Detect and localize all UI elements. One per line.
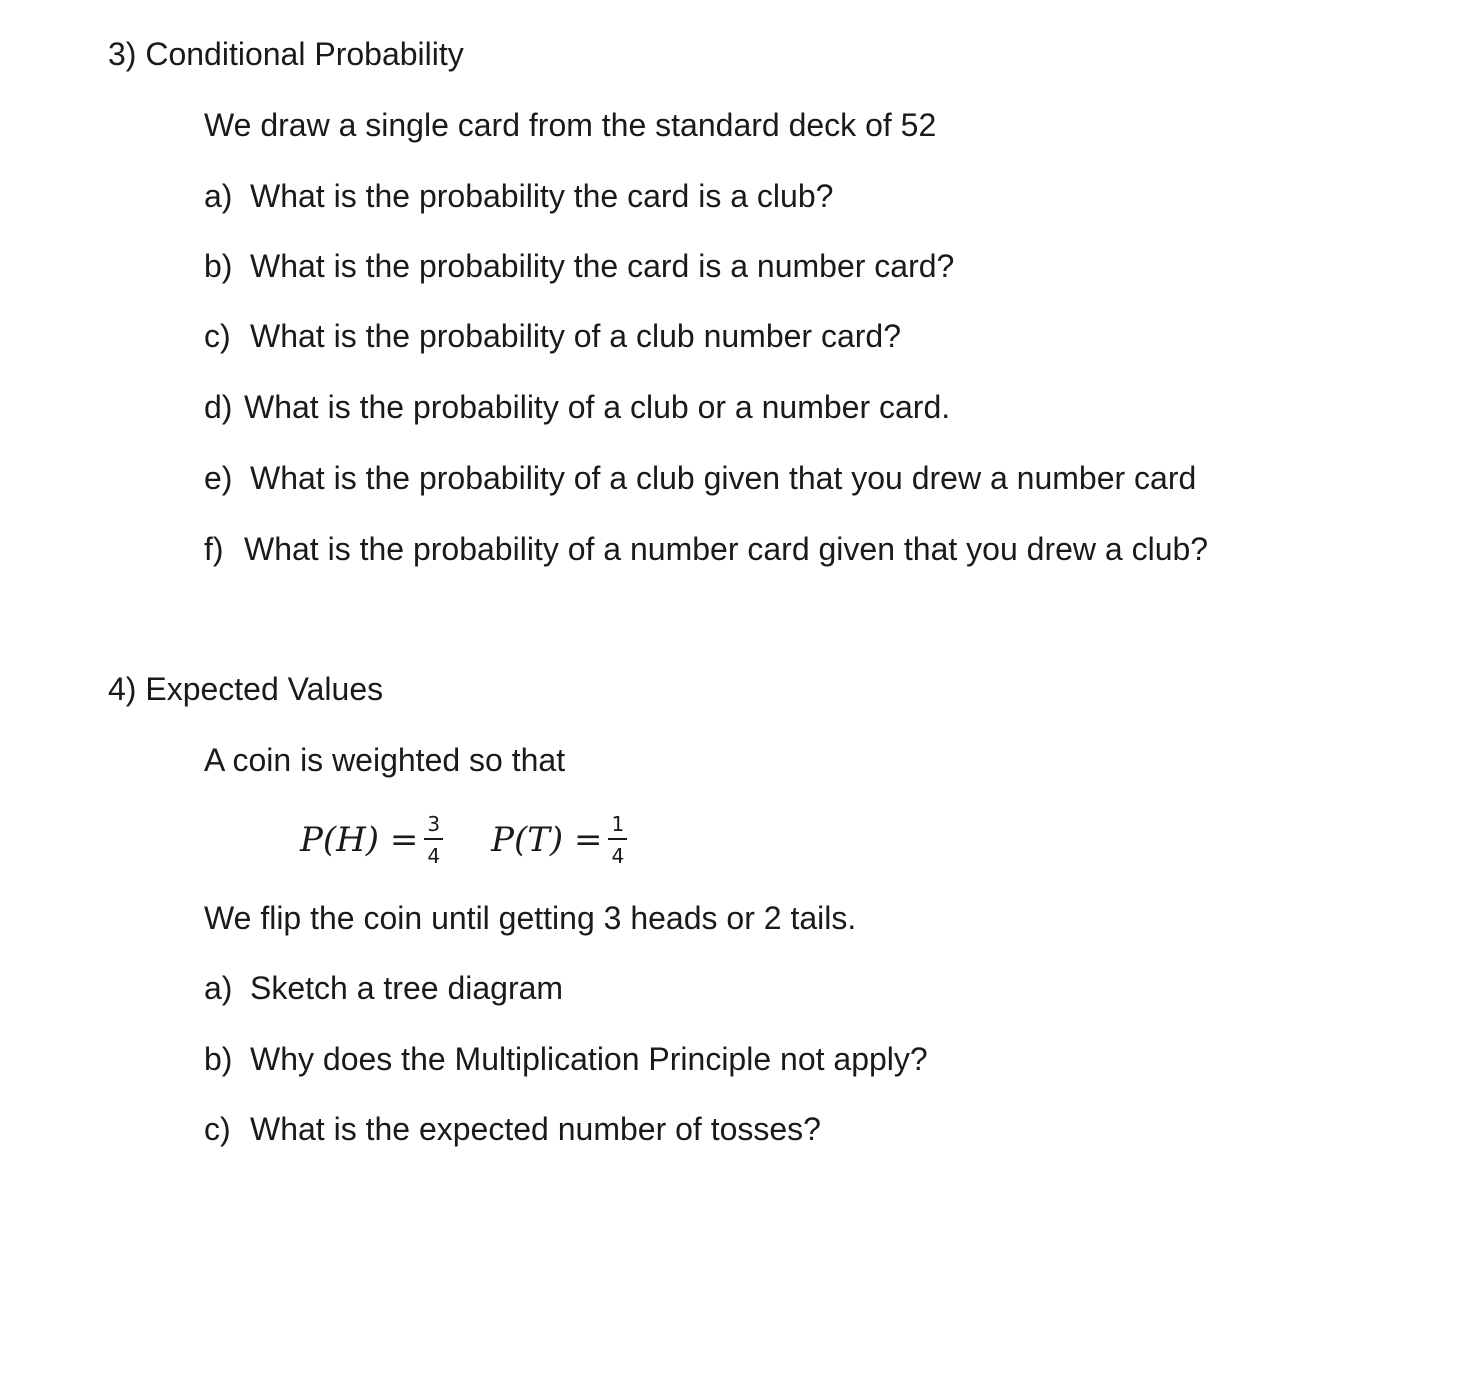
question-text: What is the probability of a club number card? [250,318,901,354]
section-3-heading: 3) Conditional Probability [108,36,464,72]
question-text: Sketch a tree diagram [250,970,564,1006]
question-3d [204,387,950,427]
question-4a [204,968,563,1008]
question-label: c) [204,318,231,354]
question-label: a) [204,178,233,214]
question-3b [204,246,954,286]
question-3a [204,176,833,216]
question-text: What is the probability the card is a club? [250,178,834,214]
question-text: What is the probability of a number card given that you drew a club? [244,531,1209,567]
question-label: b) [204,248,233,284]
heads-numerator: 3 [424,812,443,840]
question-label: c) [204,1111,231,1147]
tails-lhs: P(T) = [491,820,603,860]
question-3f [204,529,1208,569]
heads-lhs: P(H) = [300,820,419,860]
tails-numerator: 1 [608,812,627,840]
tails-denominator: 4 [611,844,625,868]
heads-fraction [424,812,443,868]
question-text: Why does the Multiplication Principle not apply? [250,1041,928,1077]
question-label: e) [204,460,233,496]
question-text: What is the expected number of tosses? [250,1111,821,1147]
question-label: d) [204,389,233,425]
question-label: b) [204,1041,233,1077]
question-text: What is the probability the card is a number card? [250,248,955,284]
section-4-intro: A coin is weighted so that [204,742,566,778]
question-label: a) [204,970,233,1006]
tails-fraction [608,812,627,868]
question-3e [204,458,1196,498]
probability-formula [300,805,633,875]
question-text: What is the probability of a club or a number card. [244,389,951,425]
question-4c [204,1109,821,1149]
heads-denominator: 4 [427,844,441,868]
section-4-condition: We flip the coin until getting 3 heads or 2 tails. [204,900,857,936]
section-4-heading: 4) Expected Values [108,671,384,707]
question-3c [204,316,901,356]
question-4b [204,1039,928,1079]
question-text: What is the probability of a club given that you drew a number card [250,460,1197,496]
question-label: f) [204,531,224,567]
section-3-intro: We draw a single card from the standard deck of 52 [204,107,937,143]
